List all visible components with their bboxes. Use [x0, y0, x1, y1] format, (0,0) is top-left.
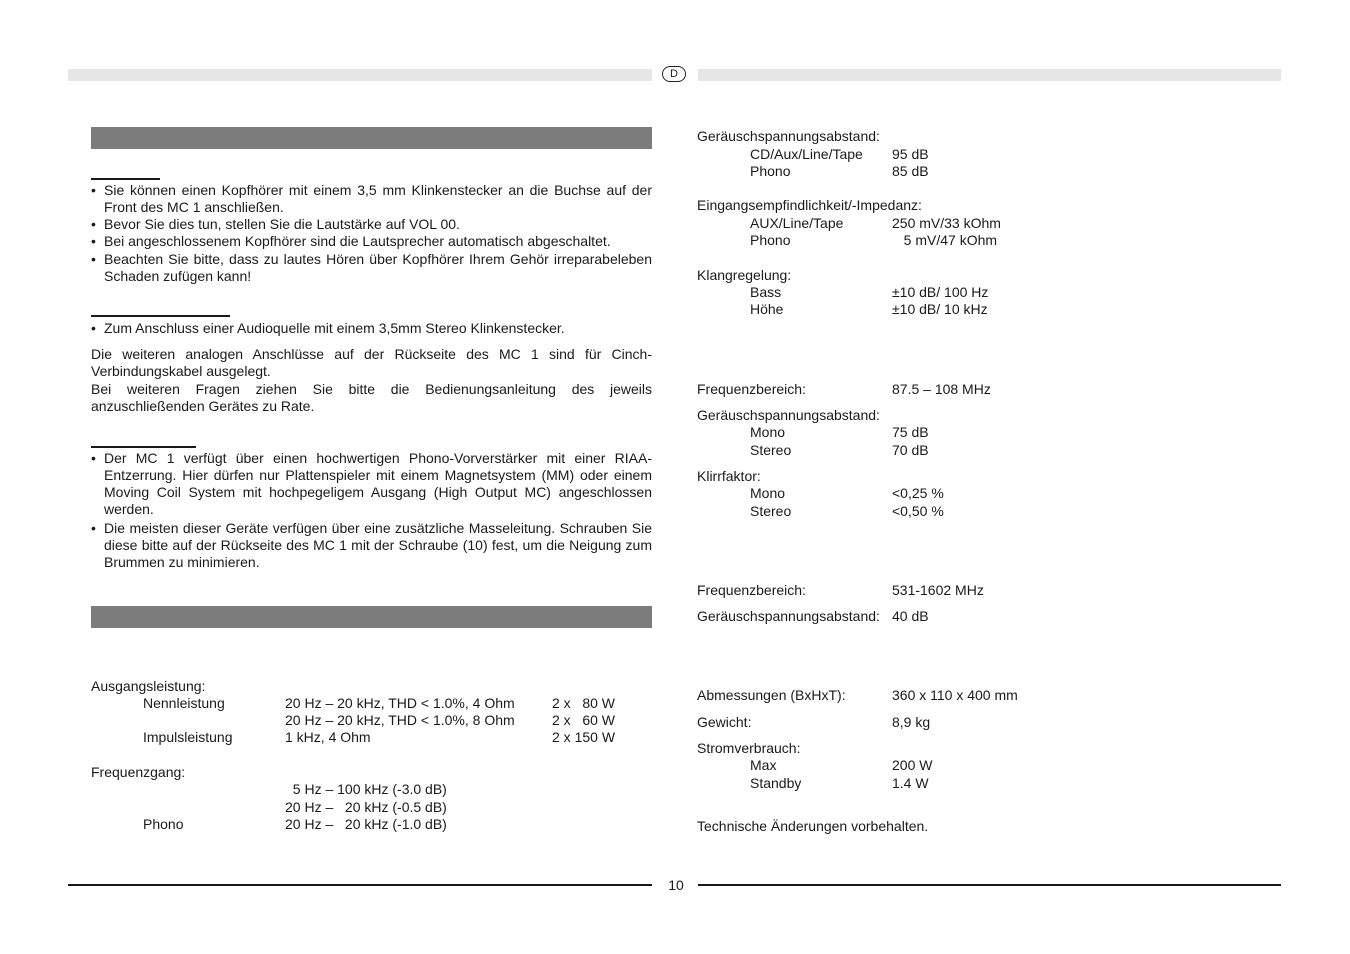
footer-line-right [698, 884, 1281, 886]
tone-row-label-2: Höhe [750, 301, 784, 317]
nominal-val-8ohm: 2 x 60 W [552, 712, 616, 728]
aux-bullet-1: Zum Anschluss einer Audioquelle mit einem 3,5mm Stereo Klinkenstecker. [104, 320, 565, 336]
bullet-dot: • [91, 233, 96, 249]
bullet-dot: • [91, 216, 96, 232]
headphones-bullet-4: Beachten Sie bitte, dass zu lautes Hören über Kopfhörer Ihrem Gehör irreparabeleben Schaden zufügen kann! [104, 251, 652, 284]
bullet-dot: • [91, 182, 96, 198]
sensitivity-row-val-1: 250 mV/33 kOhm [892, 215, 1001, 231]
tone-row-label-1: Bass [750, 284, 782, 300]
freq-response-row-1: 5 Hz – 100 kHz (-3.0 dB) [285, 781, 447, 797]
freq-response-row-3: 20 Hz – 20 kHz (-1.0 dB) [285, 816, 447, 832]
power-row-label-1: Max [750, 757, 777, 773]
am-frequency-val: 531-1602 MHz [892, 582, 984, 598]
bullet-dot: • [91, 320, 96, 336]
fm-thd-row-val-2: <0,50 % [892, 503, 944, 519]
power-consumption-label: Stromverbrauch: [697, 740, 801, 756]
nominal-power-label: Nennleistung [143, 695, 225, 711]
nominal-cond-4ohm: 20 Hz – 20 kHz, THD < 1.0%, 4 Ohm [285, 695, 515, 711]
snr-row-label-2: Phono [750, 163, 791, 179]
output-power-label: Ausgangsleistung: [91, 678, 206, 694]
frequency-response-label: Frequenzgang: [91, 764, 186, 780]
page-number: 10 [668, 877, 684, 893]
weight-label: Gewicht: [697, 714, 752, 730]
bullet-dot: • [91, 520, 96, 536]
am-frequency-label: Frequenzbereich: [697, 582, 806, 598]
phono-bullet-2: Die meisten dieser Geräte verfügen über eine zusätzliche Masseleitung. Schrauben Sie diese bitte auf der Rückseite des MC 1 mit der Schraube (10) fest, um die Neigung zum Brummen zu minimieren. [104, 520, 652, 570]
sensitivity-row-label-2: Phono [750, 232, 791, 248]
sensitivity-row-label-1: AUX/Line/Tape [750, 215, 844, 231]
fm-thd-row-label-2: Stereo [750, 503, 792, 519]
bullet-dot: • [91, 251, 96, 267]
power-row-val-2: 1.4 W [892, 775, 929, 791]
sensitivity-label: Eingangsempfindlichkeit/-Impedanz: [697, 197, 922, 213]
freq-response-row-2: 20 Hz – 20 kHz (-0.5 dB) [285, 799, 447, 815]
impulse-val: 2 x 150 W [552, 729, 616, 745]
power-row-label-2: Standby [750, 775, 802, 791]
snr-row-val-2: 85 dB [892, 163, 929, 179]
tone-row-val-2: ±10 dB/ 10 kHz [892, 301, 988, 317]
footer-line-left [68, 884, 652, 886]
header-bar-left [68, 69, 652, 81]
subheading-rule-phono [91, 446, 196, 448]
dimensions-val: 360 x 110 x 400 mm [892, 687, 1018, 703]
header-bar-right [698, 69, 1281, 81]
weight-val: 8,9 kg [892, 714, 931, 730]
bullet-dot: • [91, 450, 96, 466]
power-row-val-1: 200 W [892, 757, 933, 773]
fm-thd-row-label-1: Mono [750, 485, 786, 501]
fm-snr-label: Geräuschspannungsabstand: [697, 407, 880, 423]
section-header-bar-connections [91, 127, 652, 149]
am-snr-val: 40 dB [892, 608, 929, 624]
fm-frequency-label: Frequenzbereich: [697, 381, 806, 397]
dimensions-label: Abmessungen (BxHxT): [697, 687, 846, 703]
subheading-rule-aux [91, 315, 230, 317]
headphones-bullet-3: Bei angeschlossenem Kopfhörer sind die Lautsprecher automatisch abgeschaltet. [104, 233, 611, 249]
nominal-cond-8ohm: 20 Hz – 20 kHz, THD < 1.0%, 8 Ohm [285, 712, 515, 728]
fm-thd-label: Klirrfaktor: [697, 468, 761, 484]
subheading-rule-headphones [91, 178, 160, 180]
tone-row-val-1: ±10 dB/ 100 Hz [892, 284, 989, 300]
headphones-bullet-1: Sie können einen Kopfhörer mit einem 3,5 mm Klinkenstecker an die Buchse auf der Front des MC 1 anschließen. [104, 182, 652, 215]
language-badge: D [662, 66, 686, 82]
nominal-val-4ohm: 2 x 80 W [552, 695, 616, 711]
snr-label: Geräuschspannungsabstand: [697, 128, 880, 144]
fm-snr-row-val-1: 75 dB [892, 424, 929, 440]
sensitivity-row-val-2: 5 mV/47 kOhm [892, 232, 998, 248]
am-snr-label: Geräuschspannungsabstand: [697, 608, 880, 624]
fm-snr-row-label-2: Stereo [750, 442, 792, 458]
snr-row-val-1: 95 dB [892, 146, 929, 162]
phono-bullet-1: Der MC 1 verfügt über einen hochwertigen Phono-Vorverstärker mit einer RIAA-Entzerrung. Hier dürfen nur Plattenspieler mit einem Magnetsystem (MM) oder einem Moving Coil System mit hochpegeligem Ausgang (High Output MC) angeschlossen werden. [104, 450, 652, 517]
section-header-bar-specs [91, 606, 652, 628]
tone-control-label: Klangregelung: [697, 267, 792, 283]
technical-changes-note: Technische Änderungen vorbehalten. [697, 818, 929, 834]
aux-paragraph-2: Bei weiteren Fragen ziehen Sie bitte die Bedienungsanleitung des jeweils anzuschließenden Gerätes zu Rate. [91, 381, 652, 414]
aux-paragraph-1: Die weiteren analogen Anschlüsse auf der Rückseite des MC 1 sind für Cinch-Verbindungskabel ausgelegt. [91, 346, 652, 379]
impulse-power-label: Impulsleistung [143, 729, 233, 745]
headphones-bullet-2: Bevor Sie dies tun, stellen Sie die Lautstärke auf VOL 00. [104, 216, 460, 232]
fm-snr-row-label-1: Mono [750, 424, 786, 440]
impulse-cond: 1 kHz, 4 Ohm [285, 729, 371, 745]
fm-thd-row-val-1: <0,25 % [892, 485, 944, 501]
snr-row-label-1: CD/Aux/Line/Tape [750, 146, 863, 162]
fm-snr-row-val-2: 70 dB [892, 442, 929, 458]
fm-frequency-val: 87.5 – 108 MHz [892, 381, 991, 397]
freq-response-phono-label: Phono [143, 816, 184, 832]
